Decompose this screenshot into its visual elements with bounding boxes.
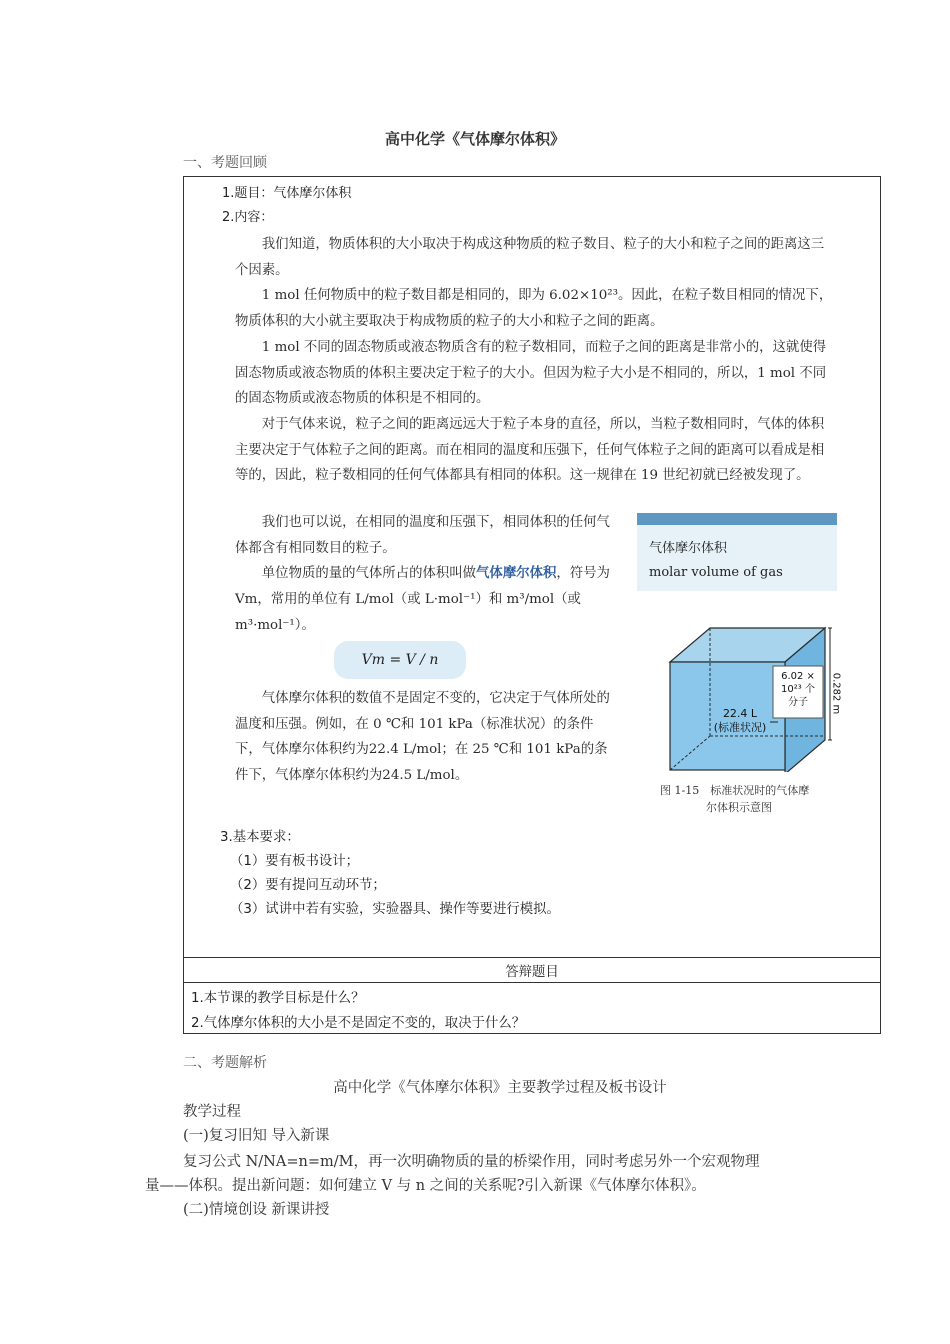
cube-volume-label: 22.4 L (标准状况) [713, 707, 767, 734]
step-2-heading: (二)情境创设 新课讲授 [183, 1202, 330, 1218]
section-heading-1: 一、考题回顾 [183, 155, 267, 171]
requirement-3: （3）试讲中若有实验，实验器具、操作等要进行模拟。 [230, 902, 560, 917]
requirement-2: （2）要有提问互动环节； [230, 878, 386, 893]
cube-count-label: 6.02 × 10²³ 个 分子 [781, 671, 815, 708]
requirement-1: （1）要有板书设计； [230, 854, 360, 869]
paragraph-7: 气体摩尔体积的数值不是固定不变的，它决定于气体所处的温度和压强。例如，在 0 ℃和 101 kPa（标准状况）的条件下，气体摩尔体积约为22.4 L/mol；在 25 ℃和 101 kPa的条件下，气体摩尔体积约为24.5 L/mol。 [235, 691, 610, 784]
step-1-heading: (一)复习旧知 导入新课 [183, 1128, 330, 1144]
process-heading: 教学过程 [183, 1104, 241, 1120]
paragraph-6: 单位物质的量的气体所占的体积叫做气体摩尔体积，符号为 Vm，常用的单位有 L/mol（或 L·mol⁻¹）和 m³/mol（或m³·mol⁻¹）。 [235, 565, 610, 633]
textbook-body [235, 232, 835, 489]
paragraph-3: 1 mol 不同的固态物质或液态物质含有的粒子数相同，而粒子之间的距离是非常小的，这就使得固态物质或液态物质的体积主要决定于粒子的大小。但因为粒子大小是不相同的，所以，1 mol 不同的固态物质或液态物质的体积是不相同的。 [235, 339, 827, 407]
term-callout [637, 513, 837, 591]
section-heading-2: 二、考题解析 [183, 1055, 267, 1071]
defense-question-2: 2.气体摩尔体积的大小是不是固定不变的，取决于什么？ [191, 1016, 526, 1031]
item-title: 1.题目：气体摩尔体积 [222, 186, 352, 201]
figure-caption: 图 1-15 标准状况时的气体摩 尔体积示意图 [660, 784, 810, 814]
paragraph-4: 对于气体来说，粒子之间的距离远远大于粒子本身的直径，所以，当粒子数相同时，气体的体积主要决定于气体粒子之间的距离。而在相同的温度和压强下，任何气体粒子之间的距离可以看成是相等的，因此，粒子数相同的任何气体都具有相同的体积。这一规律在 19 世纪初就已经被发现了。 [235, 416, 825, 484]
textbook-left-column [235, 510, 620, 639]
formula: Vm = V / n [361, 652, 439, 668]
paragraph-5: 我们也可以说，在相同的温度和压强下，相同体积的任何气体都含有相同数目的粒子。 [235, 515, 610, 556]
page-title: 高中化学《气体摩尔体积》 [384, 130, 565, 148]
term-en: molar volume of gas [649, 565, 783, 580]
paragraph-1: 我们知道，物质体积的大小取决于构成这种物质的粒子数目、粒子的大小和粒子之间的距离这三个因素。 [235, 237, 825, 278]
defense-question-1: 1.本节课的教学目标是什么？ [191, 991, 365, 1006]
defense-title: 答辩题目 [505, 965, 559, 980]
cube-edge-label: 0.282 m [830, 672, 842, 715]
step-1-text-line1: 复习公式 N/NA=n=m/M，再一次明确物质的量的桥梁作用，同时考虑另外一个宏观物理 [183, 1154, 760, 1170]
requirements-title: 3.基本要求： [220, 830, 300, 845]
formula-box [334, 641, 466, 679]
item-content-label: 2.内容： [222, 210, 274, 225]
paragraph-2: 1 mol 任何物质中的粒子数目都是相同的，即为 6.02×10²³。因此，在粒子数目相同的情况下，物质体积的大小就主要取决于构成物质的粒子的大小和粒子之间的距离。 [235, 288, 833, 330]
term-cn: 气体摩尔体积 [649, 541, 728, 556]
divider [183, 982, 881, 983]
term-highlight: 气体摩尔体积 [476, 565, 557, 582]
analysis-subtitle: 高中化学《气体摩尔体积》主要教学过程及板书设计 [333, 1080, 667, 1096]
divider [183, 957, 881, 958]
paragraph-7-wrap [235, 686, 620, 789]
step-1-text-line2: 量——体积。提出新问题：如何建立 V 与 n 之间的关系呢?引入新课《气体摩尔体积》。 [145, 1178, 706, 1194]
